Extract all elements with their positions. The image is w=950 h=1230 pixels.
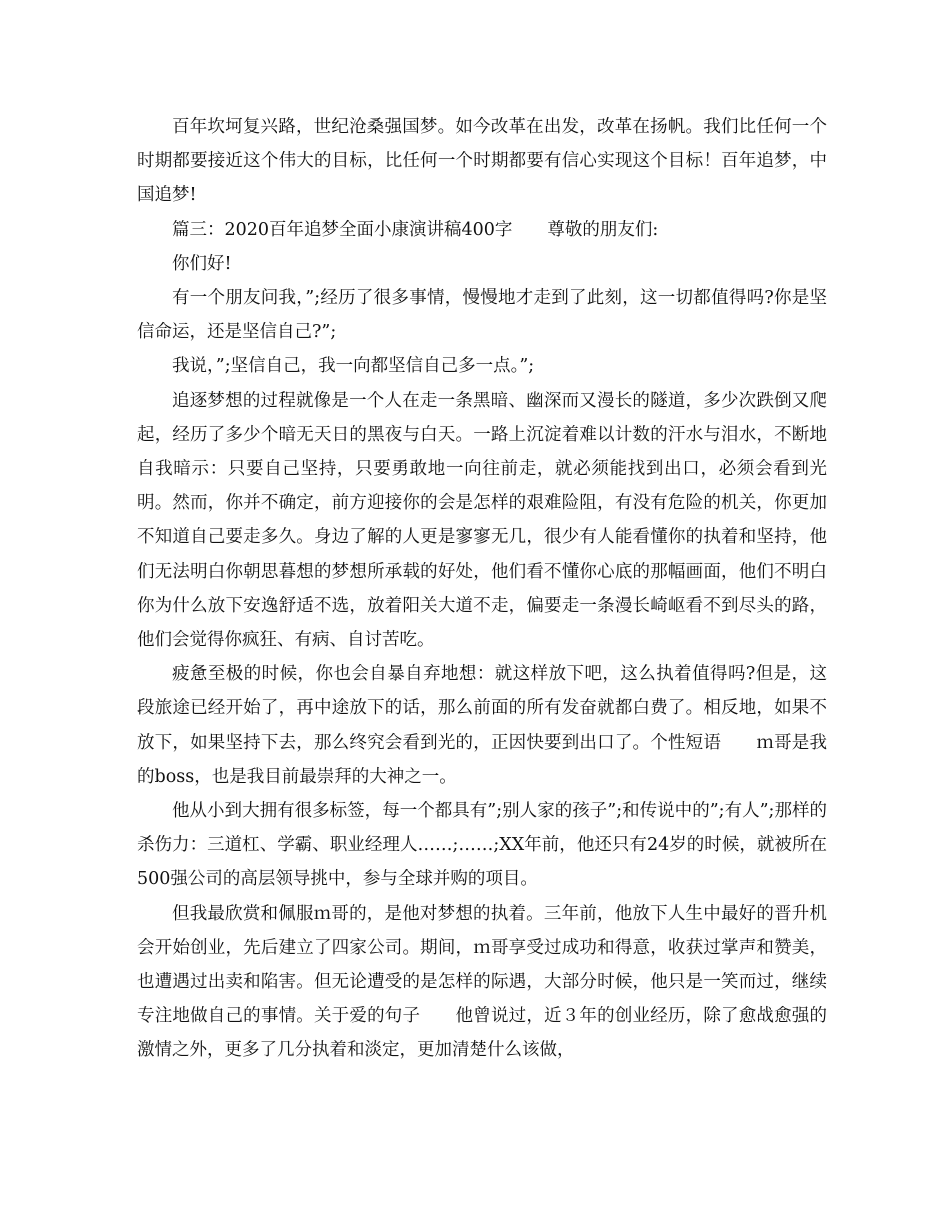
paragraph-4: 有一个朋友问我，”;经历了很多事情，慢慢地才走到了此刻，这一切都值得吗?你是坚信命运，还是坚信自己?”; — [137, 288, 827, 343]
paragraph-7: 疲惫至极的时候，你也会自暴自弃地想：就这样放下吧，这么执着值得吗?但是，这段旅途已经开始了，再中途放下的话，那么前面的所有发奋就都白费了。相反地，如果不放下，如果坚持下去，那么终究会看到光的，正因快要到出口了。个性短语 ｍ哥是我的boss，也是我目前最崇拜的大神之一。 — [137, 664, 827, 787]
paragraph-3: 你们好! — [172, 253, 232, 274]
paragraph-8: 他从小到大拥有很多标签，每一个都具有”;别人家的孩子”;和传说中的”;有人”;那样的杀伤力：三道杠、学霸、职业经理人……;……;XX年前，他还只有24岁的时候，就被所在500强公司的高层领导挑中，参与全球并购的项目。 — [137, 801, 827, 890]
paragraph-2: 篇三：2020百年追梦全面小康演讲稿400字 尊敬的朋友们: — [172, 219, 659, 240]
paragraph-1: 百年坎坷复兴路，世纪沧桑强国梦。如今改革在出发，改革在扬帆。我们比任何一个时期都要接近这个伟大的目标，比任何一个时期都要有信心实现这个目标！百年追梦，中国追梦! — [137, 117, 827, 206]
paragraph-6: 追逐梦想的过程就像是一个人在走一条黑暗、幽深而又漫长的隧道，多少次跌倒又爬起，经历了多少个暗无天日的黑夜与白天。一路上沉淀着难以计数的汗水与泪水，不断地自我暗示：只要自己坚持，只要勇敢地一向往前走，就必须能找到出口，必须会看到光明。然而，你并不确定，前方迎接你的会是怎样的艰难险阻，有没有危险的机关，你更加不知道自己要走多久。身边了解的人更是寥寥无几，很少有人能看懂你的执着和坚持，他们无法明白你朝思暮想的梦想所承载的好处，他们看不懂你心底的那幅画面，他们不明白你为什么放下安逸舒适不选，放着阳关大道不走，偏要走一条漫长崎岖看不到尽头的路，他们会觉得你疯狂、有病、自讨苦吃。 — [137, 390, 827, 651]
paragraph-9: 但我最欣赏和佩服ｍ哥的，是他对梦想的执着。三年前，他放下人生中最好的晋升机会开始创业，先后建立了四家公司。期间，ｍ哥享受过成功和得意，收获过掌声和赞美，也遭遇过出卖和陷害。但无论遭受的是怎样的际遇，大部分时候，他只是一笑而过，继续专注地做自己的事情。关于爱的句子 他曾说过，近３年的创业经历，除了愈战愈强的激情之外，更多了几分执着和淡定，更加清楚什么该做， — [137, 903, 827, 1061]
document-body — [137, 110, 827, 1068]
paragraph-5: 我说，”;坚信自己，我一向都坚信自己多一点。”; — [172, 356, 535, 377]
